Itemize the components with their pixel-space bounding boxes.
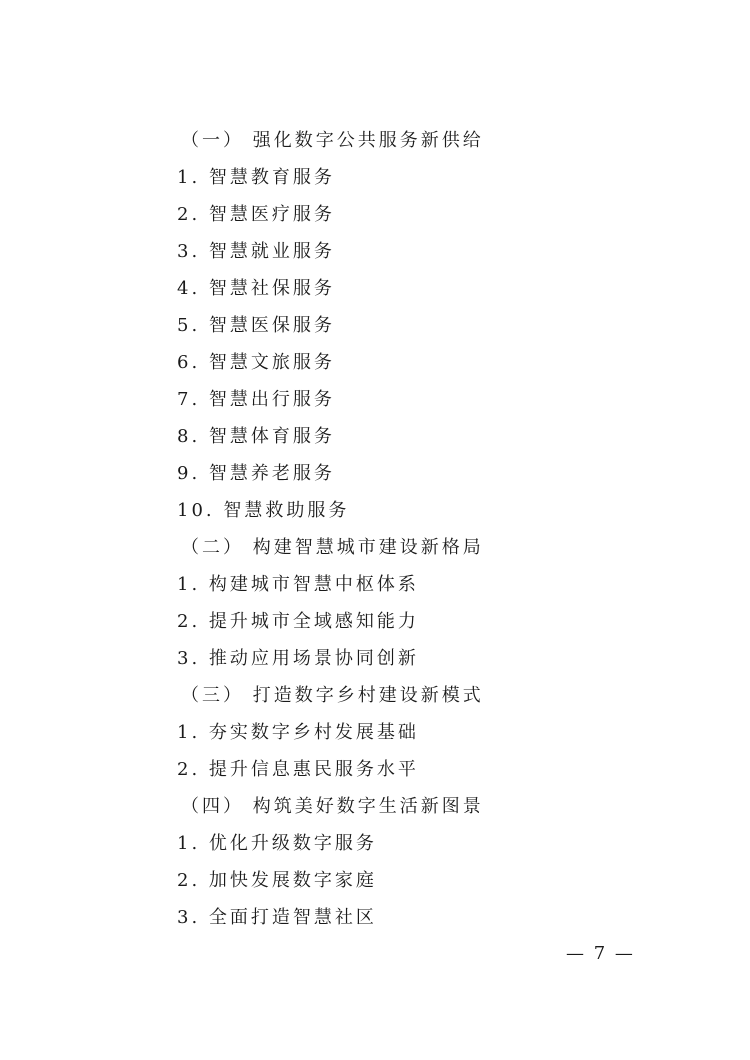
section-heading-3: （三） 打造数字乡村建设新模式 (181, 685, 484, 706)
list-item: 10. 智慧救助服务 (177, 500, 350, 521)
list-item: 5. 智慧医保服务 (177, 315, 335, 336)
list-item: 1. 夯实数字乡村发展基础 (177, 722, 419, 743)
section-heading-2: （二） 构建智慧城市建设新格局 (181, 537, 484, 558)
page-number: — 7 — (566, 943, 635, 964)
list-item: 6. 智慧文旅服务 (177, 352, 335, 373)
list-item: 3. 推动应用场景协同创新 (177, 648, 419, 669)
list-item: 7. 智慧出行服务 (177, 389, 335, 410)
section-heading-4: （四） 构筑美好数字生活新图景 (181, 796, 484, 817)
list-item: 2. 加快发展数字家庭 (177, 870, 377, 891)
list-item: 1. 优化升级数字服务 (177, 833, 377, 854)
list-item: 2. 提升信息惠民服务水平 (177, 759, 419, 780)
list-item: 8. 智慧体育服务 (177, 426, 335, 447)
section-heading-1: （一） 强化数字公共服务新供给 (181, 130, 484, 151)
list-item: 3. 全面打造智慧社区 (177, 907, 377, 928)
list-item: 2. 智慧医疗服务 (177, 204, 335, 225)
list-item: 1. 构建城市智慧中枢体系 (177, 574, 419, 595)
list-item: 2. 提升城市全域感知能力 (177, 611, 419, 632)
list-item: 3. 智慧就业服务 (177, 241, 335, 262)
list-item: 9. 智慧养老服务 (177, 463, 335, 484)
list-item: 4. 智慧社保服务 (177, 278, 335, 299)
list-item: 1. 智慧教育服务 (177, 167, 335, 188)
